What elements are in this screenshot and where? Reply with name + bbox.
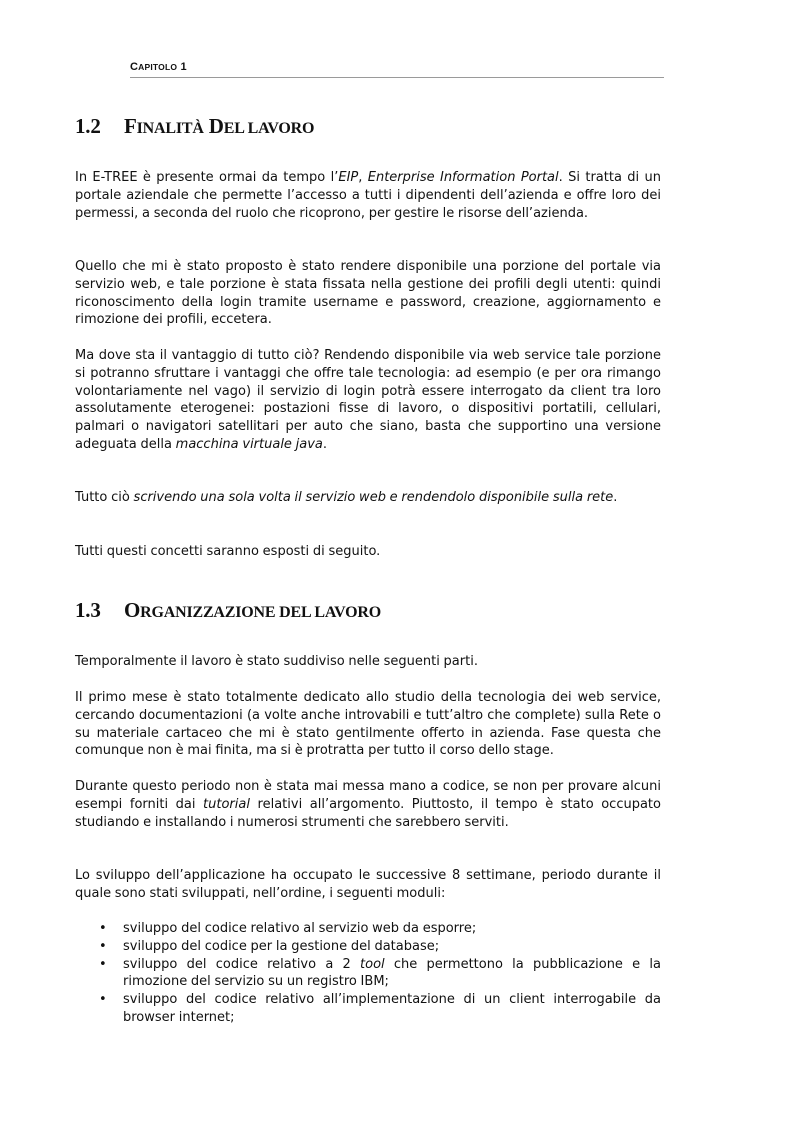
text: sviluppo del codice relativo all’implementazione di un client interrogabile da browser internet; [123,992,661,1025]
section-number: 1.3 [75,598,101,622]
emphasis: tutorial [203,796,250,812]
text: sviluppo del codice per la gestione del database; [123,938,440,954]
bullet-icon: • [99,992,107,1008]
header-chapter-cap: C [130,61,139,73]
list-item [75,956,661,992]
bullet-icon: • [99,938,107,954]
title-cap: O [124,598,141,622]
title-cap: F [124,114,137,138]
paragraph [75,169,661,222]
text: sviluppo del codice relativo a 2 [123,956,361,972]
text: Ma dove sta il vantaggio di tutto ciò? Rendendo disponibile via web service tale porzione si potranno sfruttare i vantaggi che offre tale tecnologia: ad esempio (e per ora rimango volontariamente nel vago) il servizio di login potrà essere interrogato da client tra loro assolutamente eterogenei: postazioni fisse di lavoro, o dispositivi portatili, cellulari, palmari o navigatori satellitari per auto che siano, basta che supportino una versione adeguata della [75,348,661,452]
emphasis: scrivendo una sola volta il servizio web e rendendolo disponibile sulla rete [133,490,614,505]
paragraph: Temporalmente il lavoro è stato suddiviso nelle seguenti parti. [75,654,478,669]
paragraph: Lo sviluppo dell’applicazione ha occupato le successive 8 settimane, periodo durante il quale sono stati sviluppati, nell’ordine, i seguenti moduli: [75,868,661,901]
module-list [75,920,661,1027]
text: Durante questo periodo non è stata mai messa mano a codice, se non per provare alcuni esempi forniti dai [75,779,661,812]
title-small: INALITÀ [136,120,204,137]
text: . Si tratta di un portale aziendale che permette l’accesso a tutti i dipendenti dell’azienda e offre loro dei permessi, a seconda del ruolo che ricoprono, per gestire le risorse dell’azienda. [75,170,661,221]
text: . [322,436,328,452]
emphasis: tool [360,956,385,972]
section-heading-organizzazione [75,598,381,623]
paragraph [75,347,661,454]
paragraph: Il primo mese è stato totalmente dedicato allo studio della tecnologia dei web service, cercando documentazioni (a volte anche introvabili e tutt’altro che complete) sulla Rete o su materiale cartaceo che mi è stato gentilmente offerto in azienda. Fase questa che comunque non è mai finita, ma si è protratta per tutto il corso dello stage. [75,690,661,759]
running-header [130,61,664,78]
list-item [75,938,661,956]
section-number: 1.2 [75,114,101,138]
paragraph [75,778,661,831]
title-small: RGANIZZAZIONE DEL LAVORO [140,604,382,621]
title-cap: D [208,114,224,138]
list-item [75,991,661,1027]
paragraph: Tutti questi concetti saranno esposti di seguito. [75,544,381,559]
text: che permettono la pubblicazione e la rimozione del servizio su un registro IBM; [123,956,661,990]
section-heading-finalita [75,114,314,139]
header-chapter-number: 1 [180,61,187,73]
paragraph [75,489,661,507]
bullet-icon: • [99,921,107,936]
paragraph: Quello che mi è stato proposto è stato rendere disponibile una porzione del portale via servizio web, e tale porzione è stata fissata nella gestione dei profili degli utenti: quindi riconoscimento della login tramite username e password, creazione, aggiornamento e rimozione dei profili, eccetera. [75,259,661,328]
list-item [75,920,661,938]
emphasis: macchina virtuale java [175,436,323,452]
text: . [613,490,618,505]
bullet-icon: • [99,956,107,972]
title-small: EL LAVORO [223,120,315,137]
emphasis: Enterprise Information Portal [367,170,559,185]
emphasis: EIP [338,170,359,185]
text: relativi all’argomento. Piuttosto, il tempo è stato occupato studiando e installando i numerosi strumenti che sarebbero serviti. [75,796,661,830]
text: sviluppo del codice relativo al servizio web da esporre; [123,921,477,936]
header-chapter-small: APITOLO [138,62,178,72]
text: Tutto ciò [75,490,134,505]
text: In E-TREE è presente ormai da tempo l’ [75,170,339,185]
text: , [358,170,368,185]
